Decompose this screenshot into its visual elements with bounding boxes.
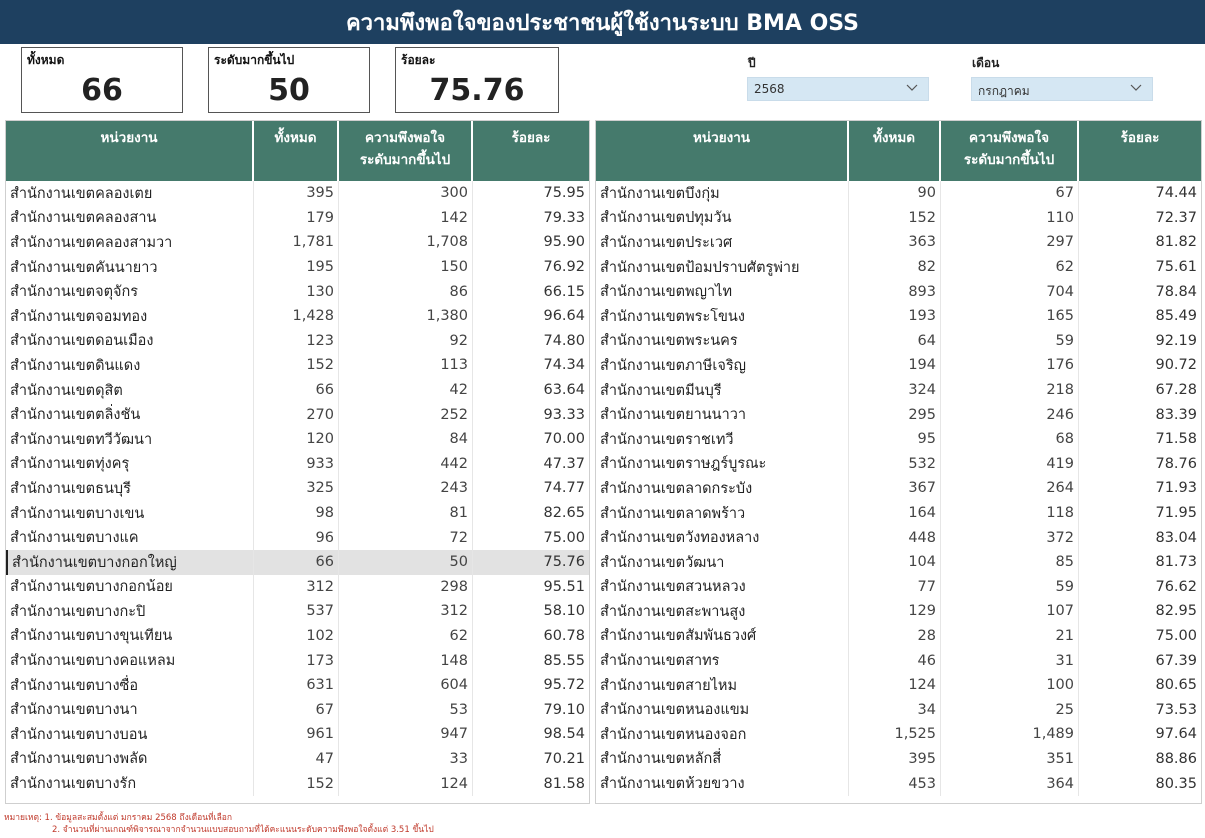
month-select[interactable] xyxy=(971,77,1153,101)
cell-satisfied: 68 xyxy=(941,427,1079,452)
cell-satisfied: 33 xyxy=(339,747,473,772)
cell-percent: 95.51 xyxy=(543,578,585,595)
cell-satisfied: 947 xyxy=(339,722,473,747)
table-row[interactable] xyxy=(596,747,1201,772)
col-header-satisfaction-line1: ความพึงพอใจ xyxy=(364,130,446,146)
cell-satisfied: 100 xyxy=(941,673,1079,698)
cell-unit: สำนักงานเขตหลักสี่ xyxy=(596,747,849,772)
cell-total: 179 xyxy=(254,206,339,231)
table-row[interactable] xyxy=(596,206,1201,231)
cell-percent: 90.72 xyxy=(1155,357,1197,374)
cell-total: 325 xyxy=(254,476,339,501)
cell-total: 961 xyxy=(254,722,339,747)
cell-satisfied: 42 xyxy=(339,378,473,403)
cell-satisfied: 351 xyxy=(941,747,1079,772)
cell-unit: สำนักงานเขตบางรัก xyxy=(6,771,254,796)
cell-unit: สำนักงานเขตบางนา xyxy=(6,697,254,722)
cell-unit: สำนักงานเขตบางบอน xyxy=(6,722,254,747)
cell-percent: 88.86 xyxy=(1155,750,1197,767)
cell-percent: 82.65 xyxy=(543,505,585,522)
table-row[interactable] xyxy=(6,402,589,427)
cell-percent: 75.00 xyxy=(543,529,585,546)
cell-total: 324 xyxy=(849,378,941,403)
cell-satisfied: 62 xyxy=(941,255,1079,280)
cell-satisfied: 50 xyxy=(339,550,473,575)
cell-total: 195 xyxy=(254,255,339,280)
cell-unit: สำนักงานเขตลาดพร้าว xyxy=(596,501,849,526)
cell-percent: 76.92 xyxy=(543,259,585,276)
table-row[interactable] xyxy=(596,329,1201,354)
cell-unit: สำนักงานเขตสาทร xyxy=(596,648,849,673)
cell-total: 152 xyxy=(254,771,339,796)
table-row[interactable] xyxy=(596,501,1201,526)
cell-unit: สำนักงานเขตคลองเตย xyxy=(6,181,254,206)
cell-satisfied: 252 xyxy=(339,402,473,427)
col-header-percent[interactable]: ร้อยละ xyxy=(1120,130,1160,146)
cell-unit: สำนักงานเขตบึงกุ่ม xyxy=(596,181,849,206)
year-select-value: 2568 xyxy=(754,82,785,96)
cell-percent: 74.44 xyxy=(1155,185,1197,202)
cell-unit: สำนักงานเขตดุสิต xyxy=(6,378,254,403)
cell-satisfied: 107 xyxy=(941,599,1079,624)
cell-unit: สำนักงานเขตดินแดง xyxy=(6,353,254,378)
cell-satisfied: 297 xyxy=(941,230,1079,255)
cell-satisfied: 372 xyxy=(941,525,1079,550)
cell-satisfied: 300 xyxy=(339,181,473,206)
cell-percent: 71.58 xyxy=(1155,431,1197,448)
cell-unit: สำนักงานเขตบางแค xyxy=(6,525,254,550)
table-row[interactable] xyxy=(6,722,589,747)
cell-percent: 81.58 xyxy=(543,775,585,792)
table-row[interactable] xyxy=(6,501,589,526)
cell-total: 933 xyxy=(254,452,339,477)
table-row[interactable] xyxy=(596,452,1201,477)
cell-total: 28 xyxy=(849,624,941,649)
cell-percent: 79.33 xyxy=(543,209,585,226)
table-row[interactable] xyxy=(596,550,1201,575)
table-row[interactable] xyxy=(596,525,1201,550)
cell-unit: สำนักงานเขตพระโขนง xyxy=(596,304,849,329)
cell-satisfied: 246 xyxy=(941,402,1079,427)
table-row[interactable] xyxy=(6,427,589,452)
cell-percent: 76.62 xyxy=(1155,578,1197,595)
cell-satisfied: 312 xyxy=(339,599,473,624)
cell-total: 34 xyxy=(849,697,941,722)
table-row[interactable] xyxy=(6,255,589,280)
cell-percent: 80.35 xyxy=(1155,775,1197,792)
table-row[interactable] xyxy=(6,329,589,354)
cell-satisfied: 84 xyxy=(339,427,473,452)
cell-percent: 78.76 xyxy=(1155,455,1197,472)
cell-total: 77 xyxy=(849,575,941,600)
cell-total: 152 xyxy=(849,206,941,231)
col-header-satisfaction[interactable] xyxy=(941,121,1079,181)
cell-total: 152 xyxy=(254,353,339,378)
cell-satisfied: 53 xyxy=(339,697,473,722)
cell-total: 64 xyxy=(849,329,941,354)
cell-percent: 78.84 xyxy=(1155,283,1197,300)
table-row[interactable] xyxy=(596,624,1201,649)
cell-percent: 83.39 xyxy=(1155,406,1197,423)
cell-satisfied: 264 xyxy=(941,476,1079,501)
cell-satisfied: 604 xyxy=(339,673,473,698)
cell-unit: สำนักงานเขตตลิ่งชัน xyxy=(6,402,254,427)
table-row[interactable] xyxy=(6,525,589,550)
cell-total: 82 xyxy=(849,255,941,280)
table-row[interactable] xyxy=(6,304,589,329)
table-row[interactable] xyxy=(6,279,589,304)
cell-total: 1,525 xyxy=(849,722,941,747)
cell-percent: 97.64 xyxy=(1155,726,1197,743)
table-row[interactable] xyxy=(596,378,1201,403)
cell-percent: 47.37 xyxy=(543,455,585,472)
card-high-satisfaction-value: 50 xyxy=(268,73,310,108)
cell-satisfied: 298 xyxy=(339,575,473,600)
cell-percent: 71.95 xyxy=(1155,505,1197,522)
table-body xyxy=(596,181,1201,796)
cell-unit: สำนักงานเขตคลองสาน xyxy=(6,206,254,231)
table-row[interactable] xyxy=(6,452,589,477)
table-row[interactable] xyxy=(596,673,1201,698)
cell-total: 173 xyxy=(254,648,339,673)
table-row[interactable] xyxy=(596,771,1201,796)
cell-satisfied: 86 xyxy=(339,279,473,304)
cell-percent: 98.54 xyxy=(543,726,585,743)
table-row[interactable] xyxy=(6,476,589,501)
col-header-total[interactable]: ทั้งหมด xyxy=(254,121,339,181)
cell-percent: 71.93 xyxy=(1155,480,1197,497)
cell-satisfied: 92 xyxy=(339,329,473,354)
cell-percent: 67.39 xyxy=(1155,652,1197,669)
cell-total: 46 xyxy=(849,648,941,673)
cell-total: 130 xyxy=(254,279,339,304)
cell-total: 395 xyxy=(849,747,941,772)
cell-satisfied: 1,380 xyxy=(339,304,473,329)
cell-total: 1,781 xyxy=(254,230,339,255)
cell-satisfied: 124 xyxy=(339,771,473,796)
cell-unit: สำนักงานเขตพญาไท xyxy=(596,279,849,304)
cell-total: 123 xyxy=(254,329,339,354)
cell-satisfied: 118 xyxy=(941,501,1079,526)
cell-unit: สำนักงานเขตบางกะปิ xyxy=(6,599,254,624)
cell-unit: สำนักงานเขตราชเทวี xyxy=(596,427,849,452)
cell-percent: 85.49 xyxy=(1155,308,1197,325)
cell-unit: สำนักงานเขตยานนาวา xyxy=(596,402,849,427)
page-title: ความพึงพอใจของประชาชนผู้ใช้งานระบบ BMA OSS xyxy=(0,0,1205,44)
table-header xyxy=(6,121,589,181)
cell-total: 631 xyxy=(254,673,339,698)
table-row[interactable] xyxy=(6,747,589,772)
cell-total: 120 xyxy=(254,427,339,452)
cell-satisfied: 704 xyxy=(941,279,1079,304)
cell-total: 47 xyxy=(254,747,339,772)
cell-unit: สำนักงานเขตบางกอกใหญ่ xyxy=(6,550,254,575)
cell-total: 363 xyxy=(849,230,941,255)
cell-total: 1,428 xyxy=(254,304,339,329)
cell-percent: 58.10 xyxy=(543,603,585,620)
table-row[interactable] xyxy=(596,304,1201,329)
cell-satisfied: 113 xyxy=(339,353,473,378)
cell-unit: สำนักงานเขตทวีวัฒนา xyxy=(6,427,254,452)
cell-satisfied: 21 xyxy=(941,624,1079,649)
cell-unit: สำนักงานเขตภาษีเจริญ xyxy=(596,353,849,378)
cell-percent: 81.82 xyxy=(1155,234,1197,251)
col-header-satisfaction-line2: ระดับมากขึ้นไป xyxy=(963,152,1055,168)
table-row[interactable] xyxy=(6,648,589,673)
cell-percent: 70.21 xyxy=(543,750,585,767)
cell-satisfied: 25 xyxy=(941,697,1079,722)
cell-unit: สำนักงานเขตสะพานสูง xyxy=(596,599,849,624)
cell-unit: สำนักงานเขตห้วยขวาง xyxy=(596,771,849,796)
month-select-value: กรกฎาคม xyxy=(978,84,1030,98)
cell-total: 102 xyxy=(254,624,339,649)
cell-unit: สำนักงานเขตบางพลัด xyxy=(6,747,254,772)
cell-total: 95 xyxy=(849,427,941,452)
table-row[interactable] xyxy=(6,206,589,231)
cell-total: 295 xyxy=(849,402,941,427)
cell-percent: 85.55 xyxy=(543,652,585,669)
table-row[interactable] xyxy=(596,255,1201,280)
cell-total: 537 xyxy=(254,599,339,624)
table-row[interactable] xyxy=(6,181,589,206)
cell-total: 312 xyxy=(254,575,339,600)
cell-total: 270 xyxy=(254,402,339,427)
cell-unit: สำนักงานเขตหนองจอก xyxy=(596,722,849,747)
cell-percent: 93.33 xyxy=(543,406,585,423)
cell-total: 129 xyxy=(849,599,941,624)
cell-satisfied: 59 xyxy=(941,329,1079,354)
cell-unit: สำนักงานเขตราษฎร์บูรณะ xyxy=(596,452,849,477)
col-header-percent[interactable]: ร้อยละ xyxy=(511,130,551,146)
cell-unit: สำนักงานเขตบางกอกน้อย xyxy=(6,575,254,600)
cell-total: 104 xyxy=(849,550,941,575)
table-row[interactable] xyxy=(596,279,1201,304)
cell-satisfied: 419 xyxy=(941,452,1079,477)
table-row[interactable] xyxy=(6,353,589,378)
table-row[interactable] xyxy=(6,771,589,796)
cell-percent: 79.10 xyxy=(543,701,585,718)
cell-unit: สำนักงานเขตบางซื่อ xyxy=(6,673,254,698)
cell-unit: สำนักงานเขตคันนายาว xyxy=(6,255,254,280)
card-total xyxy=(21,47,183,113)
cell-satisfied: 81 xyxy=(339,501,473,526)
footnote-1: หมายเหตุ: 1. ข้อมูลสะสมตั้งแต่ มกราคม 2568 ถึงเดือนที่เลือก xyxy=(4,813,233,823)
cell-percent: 72.37 xyxy=(1155,209,1197,226)
card-percent xyxy=(395,47,559,113)
chevron-down-icon xyxy=(906,81,918,93)
month-filter-label: เดือน xyxy=(972,56,1000,70)
cell-total: 193 xyxy=(849,304,941,329)
cell-percent: 67.28 xyxy=(1155,382,1197,399)
district-table-right xyxy=(595,120,1202,804)
cell-unit: สำนักงานเขตสายไหม xyxy=(596,673,849,698)
cell-total: 164 xyxy=(849,501,941,526)
cell-unit: สำนักงานเขตพระนคร xyxy=(596,329,849,354)
cell-percent: 75.76 xyxy=(543,554,585,571)
cell-unit: สำนักงานเขตบางเขน xyxy=(6,501,254,526)
cell-total: 90 xyxy=(849,181,941,206)
table-row[interactable] xyxy=(596,575,1201,600)
cell-percent: 70.00 xyxy=(543,431,585,448)
cell-percent: 75.61 xyxy=(1155,259,1197,276)
year-filter-label: ปี xyxy=(748,56,756,70)
cell-satisfied: 243 xyxy=(339,476,473,501)
cell-satisfied: 85 xyxy=(941,550,1079,575)
district-table-left xyxy=(5,120,590,804)
cell-total: 67 xyxy=(254,697,339,722)
cell-unit: สำนักงานเขตดอนเมือง xyxy=(6,329,254,354)
cell-total: 395 xyxy=(254,181,339,206)
table-row[interactable] xyxy=(6,550,589,575)
card-high-satisfaction-label: ระดับมากขึ้นไป xyxy=(214,53,295,67)
cell-total: 96 xyxy=(254,525,339,550)
col-header-total[interactable]: ทั้งหมด xyxy=(849,121,941,181)
cell-unit: สำนักงานเขตหนองแขม xyxy=(596,697,849,722)
table-row[interactable] xyxy=(6,378,589,403)
cell-percent: 83.04 xyxy=(1155,529,1197,546)
cell-unit: สำนักงานเขตประเวศ xyxy=(596,230,849,255)
cell-percent: 75.00 xyxy=(1155,627,1197,644)
card-percent-value: 75.76 xyxy=(429,73,525,108)
cell-satisfied: 72 xyxy=(339,525,473,550)
cell-total: 124 xyxy=(849,673,941,698)
col-header-satisfaction-line1: ความพึงพอใจ xyxy=(968,130,1050,146)
cell-unit: สำนักงานเขตจตุจักร xyxy=(6,279,254,304)
cell-satisfied: 148 xyxy=(339,648,473,673)
cell-satisfied: 165 xyxy=(941,304,1079,329)
cell-percent: 63.64 xyxy=(543,382,585,399)
year-select[interactable] xyxy=(747,77,929,101)
card-total-label: ทั้งหมด xyxy=(27,53,65,67)
cell-percent: 80.65 xyxy=(1155,677,1197,694)
table-row[interactable] xyxy=(6,697,589,722)
table-row[interactable] xyxy=(596,353,1201,378)
cell-satisfied: 364 xyxy=(941,771,1079,796)
cell-percent: 66.15 xyxy=(543,283,585,300)
cell-total: 448 xyxy=(849,525,941,550)
cell-total: 453 xyxy=(849,771,941,796)
cell-satisfied: 1,489 xyxy=(941,722,1079,747)
cell-satisfied: 176 xyxy=(941,353,1079,378)
cell-satisfied: 218 xyxy=(941,378,1079,403)
table-row[interactable] xyxy=(596,230,1201,255)
cell-unit: สำนักงานเขตป้อมปราบศัตรูพ่าย xyxy=(596,255,849,280)
table-row[interactable] xyxy=(596,427,1201,452)
cell-percent: 95.90 xyxy=(543,234,585,251)
table-row[interactable] xyxy=(6,624,589,649)
table-row[interactable] xyxy=(596,599,1201,624)
col-header-satisfaction[interactable] xyxy=(339,121,473,181)
cell-unit: สำนักงานเขตคลองสามวา xyxy=(6,230,254,255)
cell-total: 367 xyxy=(849,476,941,501)
cell-total: 532 xyxy=(849,452,941,477)
cell-unit: สำนักงานเขตวัฒนา xyxy=(596,550,849,575)
cell-satisfied: 442 xyxy=(339,452,473,477)
cell-percent: 60.78 xyxy=(543,627,585,644)
cell-percent: 92.19 xyxy=(1155,332,1197,349)
col-header-unit[interactable]: หน่วยงาน xyxy=(6,121,254,181)
cell-percent: 96.64 xyxy=(543,308,585,325)
footnotes xyxy=(4,812,434,836)
cell-satisfied: 67 xyxy=(941,181,1079,206)
cell-total: 66 xyxy=(254,550,339,575)
table-row[interactable] xyxy=(596,697,1201,722)
cell-unit: สำนักงานเขตมีนบุรี xyxy=(596,378,849,403)
cell-percent: 74.77 xyxy=(543,480,585,497)
cell-unit: สำนักงานเขตสวนหลวง xyxy=(596,575,849,600)
cell-percent: 81.73 xyxy=(1155,554,1197,571)
cell-unit: สำนักงานเขตบางขุนเทียน xyxy=(6,624,254,649)
cell-percent: 73.53 xyxy=(1155,701,1197,718)
cell-unit: สำนักงานเขตจอมทอง xyxy=(6,304,254,329)
cell-unit: สำนักงานเขตธนบุรี xyxy=(6,476,254,501)
table-row[interactable] xyxy=(6,575,589,600)
cell-satisfied: 110 xyxy=(941,206,1079,231)
cell-percent: 75.95 xyxy=(543,185,585,202)
card-total-value: 66 xyxy=(81,73,123,108)
table-row[interactable] xyxy=(596,476,1201,501)
cell-total: 194 xyxy=(849,353,941,378)
table-row[interactable] xyxy=(596,722,1201,747)
cell-unit: สำนักงานเขตลาดกระบัง xyxy=(596,476,849,501)
table-row[interactable] xyxy=(6,599,589,624)
cell-total: 66 xyxy=(254,378,339,403)
cell-satisfied: 150 xyxy=(339,255,473,280)
cell-percent: 95.72 xyxy=(543,677,585,694)
card-percent-label: ร้อยละ xyxy=(401,53,436,67)
table-row[interactable] xyxy=(596,402,1201,427)
table-row[interactable] xyxy=(596,648,1201,673)
cell-satisfied: 31 xyxy=(941,648,1079,673)
col-header-satisfaction-line2: ระดับมากขึ้นไป xyxy=(359,152,451,168)
cell-unit: สำนักงานเขตวังทองหลาง xyxy=(596,525,849,550)
cell-percent: 74.80 xyxy=(543,332,585,349)
chevron-down-icon xyxy=(1130,81,1142,93)
col-header-unit[interactable]: หน่วยงาน xyxy=(596,121,849,181)
cell-satisfied: 62 xyxy=(339,624,473,649)
cell-percent: 74.34 xyxy=(543,357,585,374)
cell-unit: สำนักงานเขตบางคอแหลม xyxy=(6,648,254,673)
table-row[interactable] xyxy=(596,181,1201,206)
cell-satisfied: 59 xyxy=(941,575,1079,600)
table-header xyxy=(596,121,1201,181)
cell-percent: 82.95 xyxy=(1155,603,1197,620)
table-row[interactable] xyxy=(6,230,589,255)
cell-unit: สำนักงานเขตสัมพันธวงศ์ xyxy=(596,624,849,649)
cell-satisfied: 1,708 xyxy=(339,230,473,255)
table-row[interactable] xyxy=(6,673,589,698)
cell-total: 893 xyxy=(849,279,941,304)
cell-total: 98 xyxy=(254,501,339,526)
footnote-2: 2. จำนวนที่ผ่านเกณฑ์พิจารณาจากจำนวนแบบสอบถามที่ได้คะแนนระดับความพึงพอใจตั้งแต่ 3.51 ขึ้นไป xyxy=(52,825,434,835)
table-body xyxy=(6,181,589,796)
cell-unit: สำนักงานเขตปทุมวัน xyxy=(596,206,849,231)
cell-satisfied: 142 xyxy=(339,206,473,231)
card-high-satisfaction xyxy=(208,47,370,113)
cell-unit: สำนักงานเขตทุ่งครุ xyxy=(6,452,254,477)
